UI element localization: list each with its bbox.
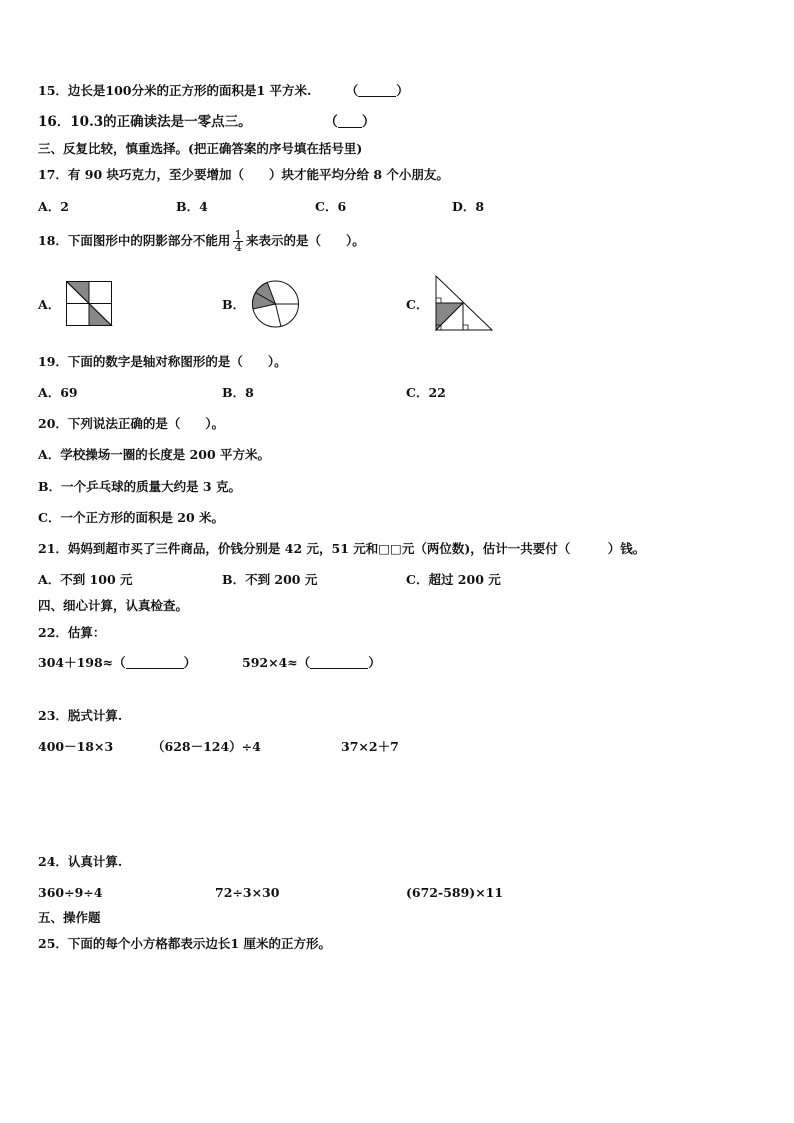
section-3-heading: 三、反复比较，慎重选择。(把正确答案的序号填在括号里) — [38, 141, 363, 156]
option-19-a[interactable]: A．69 — [38, 385, 78, 400]
estimate-item-1 — [38, 655, 196, 671]
option-17-b[interactable]: B．4 — [176, 199, 208, 214]
question-23-text: 23．脱式计算. — [38, 708, 123, 723]
option-19-b[interactable]: B．8 — [222, 385, 254, 400]
option-18-c[interactable]: C． — [406, 297, 429, 312]
calc-expression-23-2: （628－124）÷4 — [152, 739, 261, 754]
question-15 — [38, 83, 409, 99]
option-21-b[interactable]: B．不到 200 元 — [222, 572, 318, 587]
question-18-prefix: 18．下面图形中的阴影部分不能用 — [38, 233, 231, 248]
option-17-c[interactable]: C．6 — [315, 199, 347, 214]
section-4-heading: 四、细心计算，认真检查。 — [38, 598, 189, 613]
option-21-c[interactable]: C．超过 200 元 — [406, 572, 501, 587]
estimate-paren-right: ） — [183, 655, 197, 670]
option-17-a[interactable]: A．2 — [38, 199, 69, 214]
answer-paren-left: （ — [345, 83, 359, 98]
question-16 — [38, 114, 375, 130]
estimate-item-2 — [242, 655, 381, 671]
calc-expression-24-2: 72÷3×30 — [215, 885, 280, 900]
calc-expression-24-3: (672-589)×11 — [406, 885, 504, 900]
estimate-expression: 304＋198≈（ — [38, 655, 126, 670]
question-21-text: 21．妈妈到超市买了三件商品，价钱分别是 42 元，51 元和□□元（两位数)，估计一共要付（ ）钱。 — [38, 541, 646, 556]
figure-b-circle — [251, 280, 301, 328]
answer-blank-16[interactable] — [338, 115, 362, 128]
question-19-text: 19．下面的数字是轴对称图形的是（ ）。 — [38, 354, 287, 369]
estimate-blank-2[interactable] — [310, 656, 368, 669]
calc-expression-23-1: 400－18×3 — [38, 739, 114, 754]
question-15-text: 15．边长是100分米的正方形的面积是1 平方米. — [38, 83, 312, 98]
option-20-b[interactable]: B．一个乒乓球的质量大约是 3 克。 — [38, 479, 241, 494]
calc-expression-23-3: 37×2＋7 — [341, 739, 399, 754]
estimate-paren-right: ） — [368, 655, 381, 670]
question-16-text: 16．10.3的正确读法是一零点三。 — [38, 114, 252, 130]
answer-paren-right: ） — [396, 83, 409, 98]
answer-paren-right: ） — [361, 114, 376, 130]
answer-blank-15[interactable] — [358, 84, 396, 97]
estimate-blank-1[interactable] — [126, 656, 184, 669]
option-20-a[interactable]: A．学校操场一圈的长度是 200 平方米。 — [38, 447, 270, 462]
question-18-suffix: 来表示的是（ ）。 — [246, 233, 365, 248]
option-18-b[interactable]: B． — [222, 297, 246, 312]
section-5-heading: 五、操作题 — [38, 910, 101, 925]
question-25-text: 25．下面的每个小方格都表示边长1 厘米的正方形。 — [38, 936, 331, 951]
question-18 — [38, 228, 365, 254]
figure-a-square-grid — [66, 281, 113, 327]
option-21-a[interactable]: A．不到 100 元 — [38, 572, 133, 587]
question-20-text: 20．下列说法正确的是（ ）。 — [38, 416, 225, 431]
fraction-numerator: 1 — [234, 228, 243, 242]
option-19-c[interactable]: C．22 — [406, 385, 446, 400]
option-20-c[interactable]: C．一个正方形的面积是 20 米。 — [38, 510, 225, 525]
fraction-denominator: 4 — [234, 240, 243, 254]
option-17-d[interactable]: D．8 — [452, 199, 485, 214]
option-18-a[interactable]: A． — [38, 297, 61, 312]
calc-expression-24-1: 360÷9÷4 — [38, 885, 103, 900]
question-24-text: 24．认真计算. — [38, 854, 123, 869]
fraction-one-quarter — [233, 230, 243, 253]
answer-paren-left: （ — [324, 114, 338, 130]
estimate-expression: 592×4≈（ — [242, 655, 311, 670]
question-17-text: 17．有 90 块巧克力，至少要增加（ ）块才能平均分给 8 个小朋友。 — [38, 167, 449, 182]
question-22-text: 22．估算： — [38, 625, 106, 640]
figure-c-triangle — [434, 275, 494, 331]
